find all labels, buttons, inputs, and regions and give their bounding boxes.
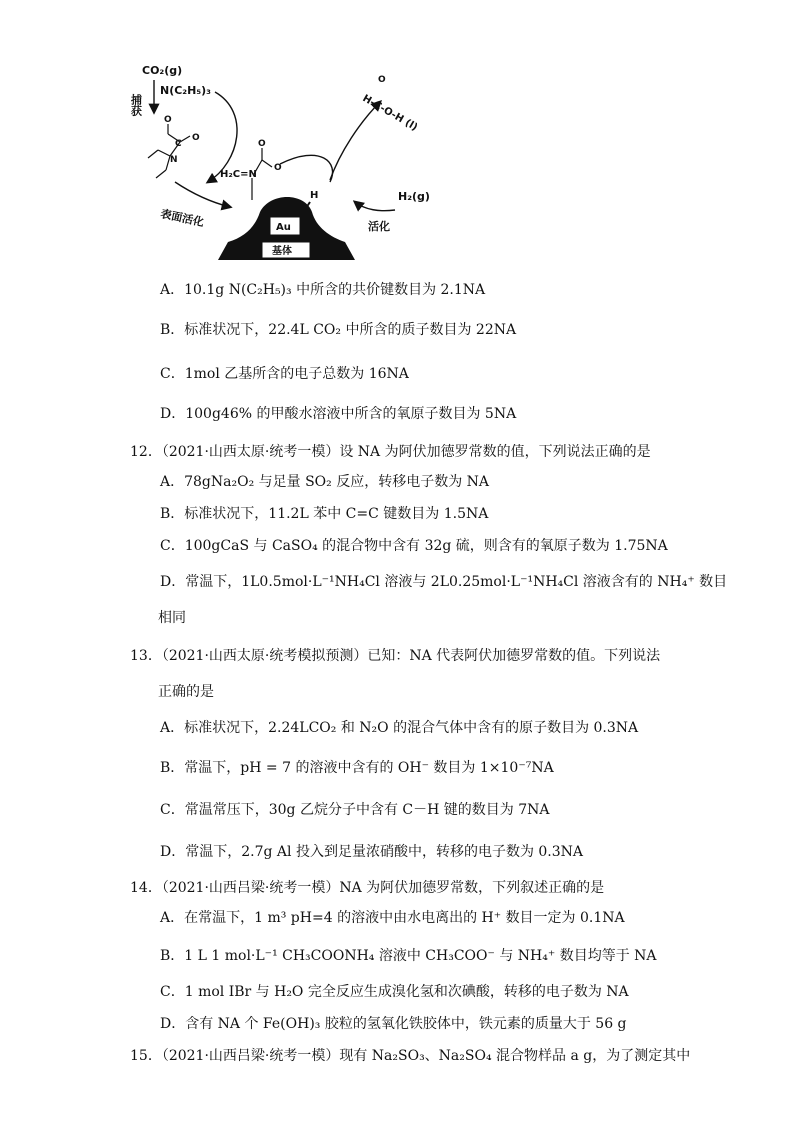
q13-stem-cont: 正确的是 <box>158 684 214 700</box>
q14-option-c: C．1 mol IBr 与 H₂O 完全反应生成溴化氢和次碘酸，转移的电子数为 NA <box>160 984 629 1000</box>
q13-option-d: D．常温下，2.7g Al 投入到足量浓硝酸中，转移的电子数为 0.3NA <box>160 844 584 860</box>
q14-stem: 14．（2021·山西吕梁·统考一模）NA 为阿伏加德罗常数，下列叙述正确的是 <box>130 880 605 896</box>
au-label: Au <box>276 222 291 233</box>
activation-label: 活化 <box>368 220 390 233</box>
q12-stem: 12．（2021·山西太原·统考一模）设 NA 为阿伏加德罗常数的值，下列说法正确的是 <box>130 444 651 460</box>
svg-text:O: O <box>192 133 200 143</box>
reagent-label: N(C₂H₅)₃ <box>160 84 211 97</box>
q13-stem: 13．（2021·山西太原·统考模拟预测）已知：NA 代表阿伏加德罗常数的值。下列说法 <box>130 648 661 664</box>
svg-text:O: O <box>378 75 386 85</box>
q11-option-a: A．10.1g N(C₂H₅)₃ 中所含的共价键数目为 2.1NA <box>160 282 486 298</box>
h-atom-label: H <box>310 190 319 201</box>
capture-label: 捕获 <box>130 94 143 116</box>
q15-stem: 15．（2021·山西吕梁·统考一模）现有 Na₂SO₃、Na₂SO₄ 混合物样品 a g，为了测定其中 <box>130 1048 691 1064</box>
q14-option-a: A．在常温下，1 m³ pH=4 的溶液中由水电离出的 H⁺ 数目一定为 0.1NA <box>160 910 625 926</box>
h2-label: H₂(g) <box>398 190 430 203</box>
h2-arrow <box>355 202 395 211</box>
q13-option-c: C．常温常压下，30g 乙烷分子中含有 C－H 键的数目为 7NA <box>160 802 550 818</box>
svg-text:O: O <box>274 163 282 173</box>
carbamate-structure <box>148 124 190 178</box>
q12-option-a: A．78gNa₂O₂ 与足量 SO₂ 反应，转移电子数为 NA <box>160 474 490 490</box>
product-arrow <box>330 102 380 180</box>
q13-option-a: A．标准状况下，2.24LCO₂ 和 N₂O 的混合气体中含有的原子数目为 0.3NA <box>160 720 639 736</box>
q12-option-d-cont: 相同 <box>158 610 186 626</box>
co2-label: CO₂(g) <box>142 64 183 77</box>
svg-text:N: N <box>170 155 178 165</box>
q14-option-d: D．含有 NA 个 Fe(OH)₃ 胶粒的氢氧化铁胶体中，铁元素的质量大于 56 g <box>160 1016 627 1032</box>
q12-option-c: C．100gCaS 与 CaSO₄ 的混合物中含有 32g 硫，则含有的氧原子数为 1.75NA <box>160 538 668 554</box>
q12-option-d: D．常温下，1L0.5mol·L⁻¹NH₄Cl 溶液与 2L0.25mol·L⁻¹NH₄Cl 溶液含有的 NH₄⁺ 数目 <box>160 574 728 590</box>
reaction-mechanism-figure <box>130 52 460 267</box>
amine-fragment-label: H₂C=N <box>220 169 257 180</box>
activation-arrow <box>175 182 230 207</box>
svg-text:O: O <box>164 115 172 125</box>
q13-option-b: B．常温下，pH = 7 的溶液中含有的 OH⁻ 数目为 1×10⁻⁷NA <box>160 760 554 776</box>
substrate-label: 基体 <box>272 246 292 257</box>
q11-option-b: B．标准状况下，22.4L CO₂ 中所含的质子数目为 22NA <box>160 322 517 338</box>
svg-text:O: O <box>258 139 266 149</box>
q14-option-b: B．1 L 1 mol·L⁻¹ CH₃COONH₄ 溶液中 CH₃COO⁻ 与 NH₄⁺ 数目均等于 NA <box>160 948 657 964</box>
q11-option-d: D．100g46% 的甲酸水溶液中所含的氧原子数目为 5NA <box>160 406 517 422</box>
svg-text:C: C <box>175 139 182 149</box>
product-label: H-C-O-H (l) <box>360 93 420 134</box>
q12-option-b: B．标准状况下，11.2L 苯中 C=C 键数目为 1.5NA <box>160 506 489 522</box>
q11-option-c: C．1mol 乙基所含的电子总数为 16NA <box>160 366 409 382</box>
surface-activation-label: 表面活化 <box>159 207 206 230</box>
